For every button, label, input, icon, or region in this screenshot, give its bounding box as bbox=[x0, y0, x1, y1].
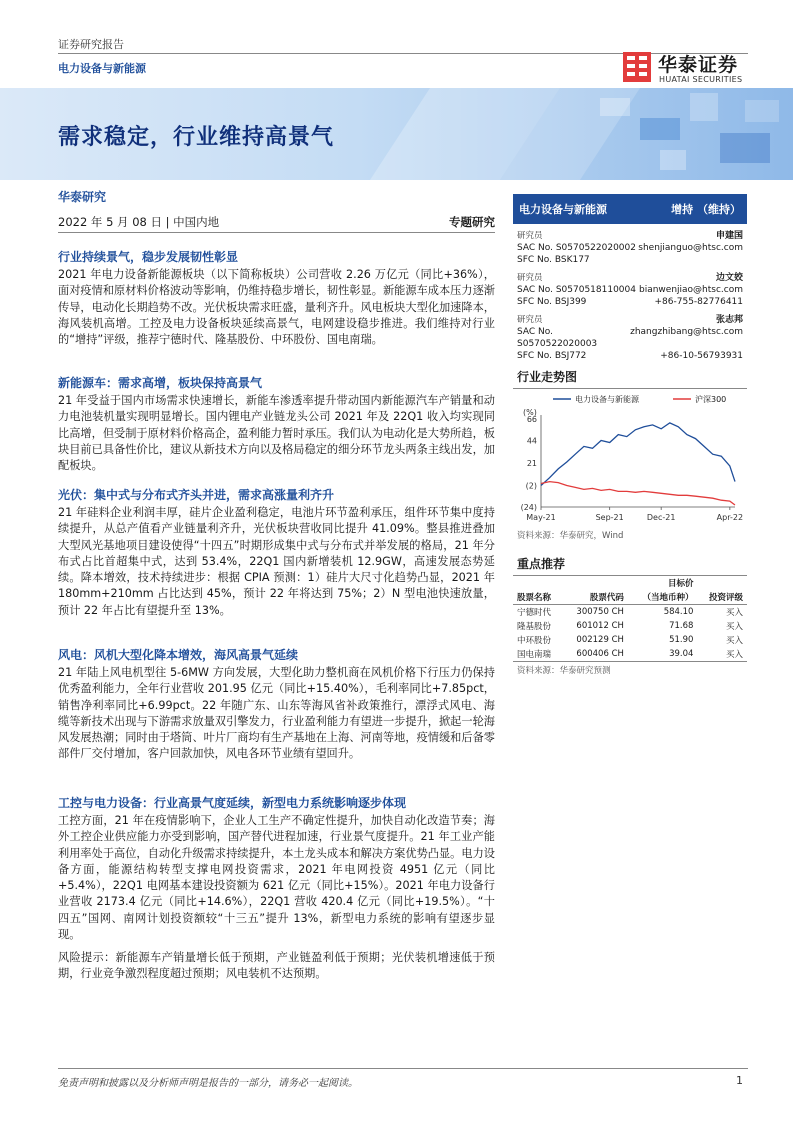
risk-text: 风险提示：新能源车产销量增长低于预期，产业链盈利低于预期；光伏装机增速低于预期，行业竞争激烈程度超过预期；风电装机不达预期。 bbox=[58, 951, 495, 981]
y-tick-label: (2) bbox=[525, 481, 537, 491]
stock-price: 39.04 bbox=[669, 649, 694, 659]
stock-name: 隆基股份 bbox=[517, 622, 552, 632]
analyst-email[interactable]: zhangzhibang@htsc.com bbox=[630, 327, 743, 337]
section-title: 光伏：集中式与分布式齐头并进，需求高涨量利齐升 bbox=[58, 488, 335, 502]
table-row bbox=[513, 647, 747, 662]
section-ev bbox=[58, 374, 495, 474]
huatai-logo-icon bbox=[622, 50, 652, 84]
section-body: 21 年硅料企业利润丰厚，硅片企业盈利稳定，电池片环节盈利承压，组件环节集中度持续提升，从总产值看产业链量利齐升，光伏板块营收同比提升 41.09%。整县推进叠加大型风光基地项目建设使得“十四五”时期形成集中式与分布式并举发展的格局，21 年分布式占比首超集中式，达到 53.4%，22Q1 国内新增装机 12.9GW，高速发展态势延续。降本增效，技术持续进步：根据 CPIA 预测：1）硅片大尺寸化趋势凸显，2021 年 180mm+210mm 占比达到 45%，预计 22 年将达到 75%；2）N 型电池快速放量，预计 22 年占比有望提升至 13%。 bbox=[58, 506, 495, 617]
analyst-sfc: SFC No. BSJ772 bbox=[517, 351, 587, 361]
analyst-sac: SAC No. S0570522020002 bbox=[517, 243, 636, 253]
analyst-role: 研究员 bbox=[517, 273, 543, 283]
x-tick-label: Apr-22 bbox=[716, 513, 744, 522]
picks-header-code: 股票代码 bbox=[563, 590, 628, 605]
analyst-role: 研究员 bbox=[517, 231, 543, 241]
analyst-email[interactable]: bianwenjiao@htsc.com bbox=[638, 285, 743, 295]
table-row bbox=[513, 633, 747, 647]
picks-table bbox=[513, 576, 747, 662]
section-power bbox=[58, 794, 495, 943]
legend-label: 沪深300 bbox=[695, 395, 727, 404]
analyst-sac: SAC No. S0570522020003 bbox=[517, 327, 598, 349]
date-line: 2022 年 5 月 08 日 | 中国内地 bbox=[58, 215, 220, 229]
page-number: 1 bbox=[736, 1074, 743, 1087]
section-body: 21 年陆上风电机型往 5-6MW 方向发展，大型化助力整机商在风机价格下行压力仍保持优秀盈利能力，全年行业营收 201.95 亿元（同比+15.40%），毛利率同比+7.85pct，销售净利率同比+6.99pct。22 年随广东、山东等海风省补政策推行，漂浮式风电、海缆等新技术出现与下游需求放量双引擎发力，行业盈利能力有望进一步提升，掀起一轮海风发展热潮；同时由于塔筒、叶片厂商均有生产基地在上海、河南等地，疫情缓和后备零部件厂交付增加，客户回款加快，风电各环节业绩有望回升。 bbox=[58, 666, 495, 761]
analyst-sfc: SFC No. BSK177 bbox=[517, 255, 590, 265]
report-type-label: 证券研究报告 bbox=[58, 38, 124, 51]
analyst-list bbox=[513, 224, 747, 361]
analyst-card bbox=[517, 230, 743, 270]
analyst-name: 申建国 bbox=[715, 231, 743, 241]
legend-label: 电力设备与新能源 bbox=[575, 395, 639, 404]
picks-header-name: 股票名称 bbox=[513, 590, 563, 605]
stock-rating: 买入 bbox=[725, 636, 743, 646]
table-row bbox=[513, 619, 747, 633]
stock-rating: 买入 bbox=[725, 608, 743, 618]
analyst-phone: +86-10-56793931 bbox=[660, 351, 743, 361]
picks-header-rating: 投资评级 bbox=[697, 590, 747, 605]
logo-cn: 华泰证券 bbox=[658, 54, 739, 76]
picks-title: 重点推荐 bbox=[513, 553, 747, 576]
huatai-logo bbox=[622, 48, 752, 88]
picks-source: 资料来源：华泰研究预测 bbox=[517, 666, 611, 676]
trend-title: 行业走势图 bbox=[513, 366, 747, 389]
section-overview bbox=[58, 248, 495, 348]
analyst-sac: SAC No. S0570518110004 bbox=[517, 285, 636, 295]
trend-chart bbox=[513, 389, 747, 529]
section-risk bbox=[58, 950, 495, 983]
sidebar-sector: 电力设备与新能源 bbox=[519, 203, 607, 216]
stock-name: 中环股份 bbox=[517, 636, 552, 646]
table-row bbox=[513, 605, 747, 620]
stock-price: 51.90 bbox=[669, 635, 694, 645]
picks-header-target: 目标价 bbox=[667, 579, 694, 589]
stock-name: 宁德时代 bbox=[517, 608, 552, 618]
section-title: 风电：风机大型化降本增效，海风高景气延续 bbox=[58, 648, 299, 662]
rating-badge: 增持 （维持） bbox=[671, 203, 741, 216]
trend-source: 资料来源：华泰研究，Wind bbox=[517, 531, 624, 541]
meta-row bbox=[58, 214, 495, 230]
y-tick-label: (24) bbox=[520, 503, 537, 512]
section-title: 行业持续景气，稳步发展韧性彰显 bbox=[58, 250, 239, 264]
analyst-phone: +86-755-82776411 bbox=[654, 297, 743, 307]
section-body: 21 年受益于国内市场需求快速增长，新能车渗透率提升带动国内新能源汽车产销量和动力电池装机量实现明显增长。国内锂电产业链龙头公司 2021 年及 22Q1 收入均实现同比高增，但受制于原材料价格高企，盈利能力暂时承压。我们认为电动化是大势所趋，板块目前已具备性价比，建议从新技术方向以及格局稳定的细分环节龙头两条主线出发，加配板块。 bbox=[58, 394, 495, 473]
picks-header-price: （当地币种） bbox=[628, 590, 698, 605]
analyst-email[interactable]: shenjianguo@htsc.com bbox=[638, 243, 743, 253]
analyst-sfc: SFC No. BSJ399 bbox=[517, 297, 587, 307]
stock-rating: 买入 bbox=[725, 650, 743, 660]
y-tick-label: 21 bbox=[526, 459, 537, 468]
analyst-role: 研究员 bbox=[517, 315, 543, 325]
main-column bbox=[58, 188, 495, 981]
stock-price: 71.68 bbox=[669, 621, 694, 631]
analyst-name: 张志邦 bbox=[715, 315, 743, 325]
stock-name: 国电南瑞 bbox=[517, 650, 552, 660]
section-title: 新能源车：需求高增，板块保持高景气 bbox=[58, 376, 263, 390]
stock-code: 601012 CH bbox=[576, 621, 624, 631]
footer-disclaimer: 免责声明和披露以及分析师声明是报告的一部分，请务必一起阅读。 bbox=[58, 1078, 358, 1089]
section-title: 工控与电力设备：行业高景气度延续，新型电力系统影响逐步体现 bbox=[58, 796, 407, 810]
x-tick-label: Dec-21 bbox=[646, 513, 676, 522]
analyst-card bbox=[517, 314, 743, 361]
page-title: 需求稳定，行业维持高景气 bbox=[58, 125, 335, 150]
x-tick-label: May-21 bbox=[526, 513, 556, 522]
section-wind bbox=[58, 646, 495, 763]
sidebar-header bbox=[513, 194, 747, 224]
sidebar bbox=[513, 194, 747, 676]
stock-price: 584.10 bbox=[663, 607, 694, 617]
series-line bbox=[541, 423, 735, 486]
stock-code: 002129 CH bbox=[576, 635, 624, 645]
title-banner bbox=[0, 88, 793, 180]
y-tick-label: 44 bbox=[526, 436, 537, 446]
series-line bbox=[541, 482, 735, 505]
footer-divider bbox=[58, 1068, 748, 1069]
section-body: 2021 年电力设备新能源板块（以下简称板块）公司营收 2.26 万亿元（同比+36%），面对疫情和原材料价格波动等影响，仍维持稳步增长，韧性彰显。新能源车成本压力逐渐传导，电动化长期趋势不改。光伏板块需求旺盛，量利齐升。风电板块大型化加速降本，海风装机高增。工控及电力设备板块延续高景气，电网建设稳步推进。我们维持对行业的“增持”评级，推荐宁德时代、隆基股份、中环股份、国电南瑞。 bbox=[58, 268, 495, 347]
y-axis-label: (%) bbox=[523, 408, 537, 417]
sector-tag: 电力设备与新能源 bbox=[58, 62, 146, 75]
y-tick-label: 66 bbox=[526, 415, 537, 424]
logo-en: HUATAI SECURITIES bbox=[659, 75, 743, 84]
analyst-name: 边文姣 bbox=[715, 273, 743, 283]
section-pv bbox=[58, 486, 495, 619]
x-tick-label: Sep-21 bbox=[595, 513, 624, 522]
stock-code: 600406 CH bbox=[576, 649, 624, 659]
section-body: 工控方面，21 年在疫情影响下，企业人工生产不确定性提升，加快自动化改造节奏；海外工控企业供应能力亦受到影响，国产替代进程加速，行业景气度提升。21 年工业产能利用率处于高位，自动化升级需求持续提升，本土龙头成本和解决方案优势凸显。电力设备方面，能源结构转型支撑电网投资需求，2021 年电网投资 4951 亿元（同比+5.4%），22Q1 电网基本建设投资额为 621 亿元（同比+15%）。2021 年电力设备行业营收 2173.4 亿元（同比+14.6%），22Q1 营收 420.4 亿元（同比+19.5%）。“十四五”国网、南网计划投资额较“十三五”提升 13%，新型电力系统的影响有望逐步显现。 bbox=[58, 814, 495, 942]
report-kind: 专题研究 bbox=[449, 215, 495, 229]
trend-chart-svg bbox=[513, 389, 747, 529]
research-label: 华泰研究 bbox=[58, 190, 107, 204]
analyst-card bbox=[517, 272, 743, 312]
stock-rating: 买入 bbox=[725, 622, 743, 632]
stock-code: 300750 CH bbox=[576, 607, 624, 617]
meta-divider bbox=[58, 232, 495, 233]
